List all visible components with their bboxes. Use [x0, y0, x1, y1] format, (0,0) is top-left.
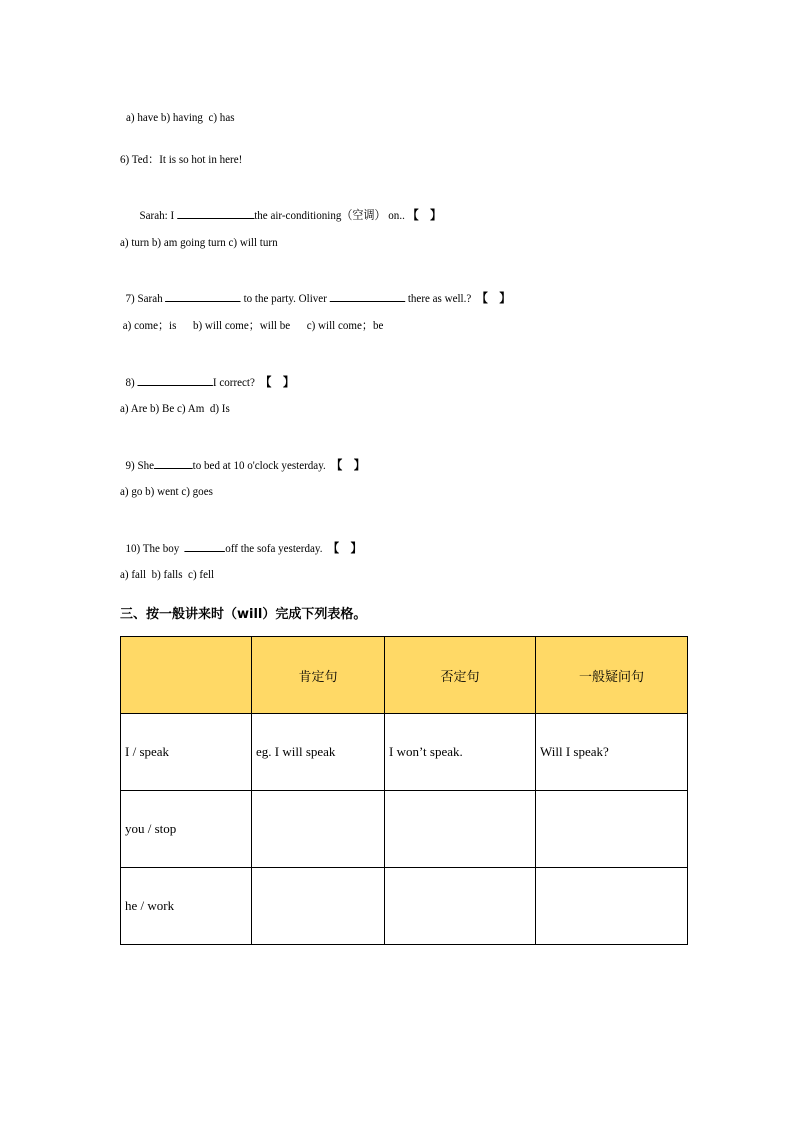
q10-options: a) fall b) falls c) fell	[120, 567, 215, 581]
q7-answer-bracket[interactable]: 【 】	[476, 291, 511, 305]
cell-affirmative[interactable]: eg. I will speak	[252, 714, 385, 791]
header-cell-question: 一般疑问句	[536, 637, 688, 714]
q7-options: a) come；is b) will come；will be c) will come；be	[120, 318, 384, 332]
q9-text-b: to bed at 10 o'clock yesterday.	[192, 458, 332, 472]
cell-question[interactable]: Will I speak?	[536, 714, 688, 791]
q5-options: a) have b) having c) has	[126, 110, 235, 124]
q7-blank-2[interactable]	[330, 290, 405, 302]
q10-blank[interactable]	[185, 540, 225, 552]
q9-prompt	[120, 443, 365, 472]
q10-prompt	[120, 526, 362, 555]
row-subject-verb: you / stop	[121, 791, 252, 868]
cell-negative[interactable]	[385, 868, 536, 945]
table-row	[121, 791, 688, 868]
cell-affirmative[interactable]	[252, 791, 385, 868]
q7-prompt	[120, 276, 510, 305]
section-3-heading: 三、按一般讲来时（will）完成下列表格。	[120, 607, 367, 622]
header-cell-affirmative: 肯定句	[252, 637, 385, 714]
q10-text-b: off the sofa yesterday.	[225, 541, 328, 555]
row-subject-verb: I / speak	[121, 714, 252, 791]
cell-negative[interactable]: I won’t speak.	[385, 714, 536, 791]
q8-text-b: I correct?	[212, 375, 261, 389]
q6-options: a) turn b) am going turn c) will turn	[120, 235, 278, 249]
q7-text-a: 7) Sarah	[125, 291, 166, 305]
row-subject-verb: he / work	[121, 868, 252, 945]
table-row	[121, 714, 688, 791]
tense-table	[120, 636, 688, 945]
q7-text-c: there as well.?	[405, 291, 477, 305]
cell-question[interactable]	[536, 791, 688, 868]
q9-blank[interactable]	[154, 457, 193, 469]
q8-blank[interactable]	[137, 374, 212, 386]
q8-text-a: 8)	[125, 375, 138, 389]
q6-answer-bracket[interactable]: 【 】	[407, 208, 442, 222]
q7-text-b: to the party. Oliver	[240, 291, 330, 305]
q6-text-a: Sarah: I	[139, 208, 177, 222]
header-cell-negative: 否定句	[385, 637, 536, 714]
table-header-row	[121, 637, 688, 714]
q9-options: a) go b) went c) goes	[120, 484, 213, 498]
q6-prompt: 6) Ted：It is so hot in here!	[120, 152, 243, 166]
q9-answer-bracket[interactable]: 【 】	[331, 458, 365, 472]
cell-negative[interactable]	[385, 791, 536, 868]
table-row	[121, 868, 688, 945]
q10-answer-bracket[interactable]: 【 】	[327, 541, 362, 555]
q10-text-a: 10) The boy	[125, 541, 185, 555]
q8-prompt	[120, 360, 294, 389]
q8-answer-bracket[interactable]: 【 】	[260, 375, 295, 389]
cell-affirmative[interactable]	[252, 868, 385, 945]
q9-text-a: 9) She	[125, 458, 155, 472]
q8-options: a) Are b) Be c) Am d) Is	[120, 401, 230, 415]
q6-blank[interactable]	[177, 207, 254, 219]
cell-question[interactable]	[536, 868, 688, 945]
header-cell-empty	[121, 637, 252, 714]
q6-text-b: the air-conditioning（空调） on..	[254, 208, 408, 222]
q6-sarah-line	[134, 193, 441, 222]
q7-blank-1[interactable]	[165, 290, 240, 302]
